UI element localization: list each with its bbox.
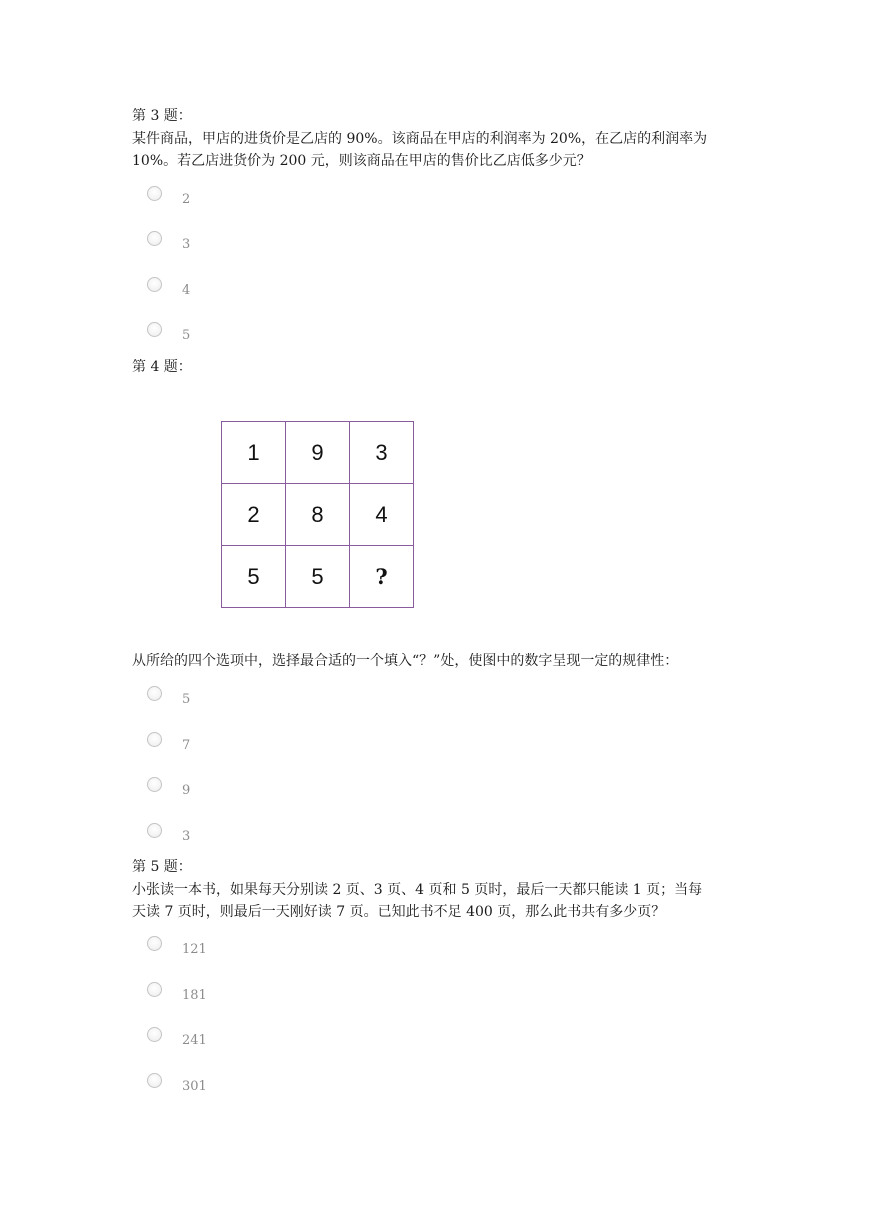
radio-button[interactable] (147, 936, 162, 951)
option-label: 3 (182, 236, 191, 252)
option-label: 5 (182, 327, 191, 343)
grid-cell: 9 (286, 422, 350, 484)
question-5-option-2[interactable] (147, 984, 207, 1006)
question-3-text (132, 128, 752, 172)
question-5-option-3[interactable] (147, 1029, 207, 1051)
option-label: 241 (182, 1032, 207, 1048)
radio-button[interactable] (147, 1027, 162, 1042)
question-3-text-line-1: 某件商品，甲店的进货价是乙店的 90%。该商品在甲店的利润率为 20%，在乙店的利润率为 (132, 131, 708, 147)
question-5-title: 第 5 题： (132, 859, 192, 875)
question-3-option-1[interactable] (147, 188, 190, 210)
question-5-option-4[interactable] (147, 1075, 207, 1097)
option-label: 301 (182, 1078, 207, 1094)
question-4-option-4[interactable] (147, 825, 190, 847)
question-4-option-3[interactable] (147, 779, 190, 801)
grid-cell-unknown: ? (350, 546, 414, 608)
radio-button[interactable] (147, 823, 162, 838)
question-5-text (132, 879, 752, 923)
number-grid (221, 421, 414, 608)
grid-cell: 1 (222, 422, 286, 484)
question-3-option-2[interactable] (147, 233, 190, 255)
question-3-option-4[interactable] (147, 324, 190, 346)
radio-button[interactable] (147, 1073, 162, 1088)
grid-cell: 4 (350, 484, 414, 546)
grid-cell: 2 (222, 484, 286, 546)
option-label: 4 (182, 282, 191, 298)
option-label: 7 (182, 737, 191, 753)
option-label: 9 (182, 782, 191, 798)
question-4-option-2[interactable] (147, 734, 190, 756)
radio-button[interactable] (147, 686, 162, 701)
question-3-title: 第 3 题： (132, 108, 192, 124)
grid-cell: 3 (350, 422, 414, 484)
grid-cell: 8 (286, 484, 350, 546)
option-label: 3 (182, 828, 191, 844)
radio-button[interactable] (147, 732, 162, 747)
radio-button[interactable] (147, 777, 162, 792)
option-label: 181 (182, 987, 207, 1003)
option-label: 121 (182, 941, 207, 957)
radio-button[interactable] (147, 277, 162, 292)
radio-button[interactable] (147, 186, 162, 201)
question-4-title: 第 4 题： (132, 359, 192, 375)
question-4-text-line-1: 从所给的四个选项中，选择最合适的一个填入“？”处，使图中的数字呈现一定的规律性： (132, 653, 679, 669)
grid-cell: 5 (286, 546, 350, 608)
radio-button[interactable] (147, 982, 162, 997)
question-4-text (132, 650, 832, 672)
radio-button[interactable] (147, 231, 162, 246)
question-3-option-3[interactable] (147, 279, 190, 301)
question-5-option-1[interactable] (147, 938, 207, 960)
question-3-text-line-2: 10%。若乙店进货价为 200 元，则该商品在甲店的售价比乙店低多少元？ (132, 153, 591, 169)
question-4-option-1[interactable] (147, 688, 190, 710)
radio-button[interactable] (147, 322, 162, 337)
question-5-text-line-1: 小张读一本书，如果每天分别读 2 页、3 页、4 页和 5 页时，最后一天都只能读 1 页；当每 (132, 882, 703, 898)
option-label: 2 (182, 191, 191, 207)
option-label: 5 (182, 691, 191, 707)
question-5-text-line-2: 天读 7 页时，则最后一天刚好读 7 页。已知此书不足 400 页，那么此书共有多少页？ (132, 904, 666, 920)
grid-cell: 5 (222, 546, 286, 608)
